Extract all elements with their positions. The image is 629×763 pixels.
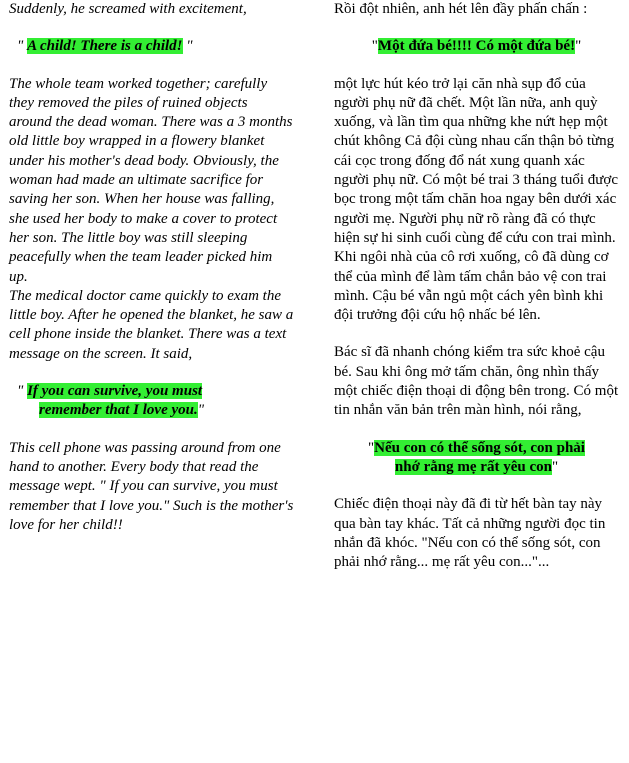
vietnamese-paragraph-ending: Chiếc điện thoại này đã đi từ hết bàn tay này qua bàn tay khác. Tất cả những người đọc tin nhắn đã khóc. "Nếu con có thể sống sót, con phải nhớ rằng... mẹ rất yêu con..."... [334,496,606,571]
english-paragraph-doctor: The medical doctor came quickly to exam the little boy. After he opened the blanket, he saw a cell phone inside the blanket. There was a text message on the screen. It said, [9,287,294,362]
vietnamese-intro: Rồi đột nhiên, anh hét lên đầy phấn chấn : [334,1,588,17]
vietnamese-shout [334,37,619,56]
english-shout [9,37,294,56]
english-message-line2-wrap [17,402,204,418]
vietnamese-paragraph-rescue: một lực hút kéo trở lại căn nhà sụp đổ của người phụ nữ đã chết. Một lần nữa, anh quỳ xuống, và lần tìm qua những khe nứt hẹp một chút không Cả đội cùng nhau cẩn thận bỏ từng cái cọc trong đống đổ nát xung quanh xác người phụ nữ. Có một bé trai 3 tháng tuổi được bọc trong một tấm chăn hoa ngay bên dưới xác người mẹ. Người phụ nữ rõ ràng đã có thực hiện sự hi sinh cuối cùng để cứu con trai mình. Khi ngôi nhà của cô rơi xuống, cô đã dùng cơ thể của mình để làm tấm chắn bảo vệ con trai mình. Cậu bé vẫn ngủ một cách yên bình khi đội trưởng đội cứu hộ nhấc bé lên. [334,75,618,324]
vietnamese-message-line1: Nếu con có thể sống sót, con phải [374,439,585,456]
english-shout-highlight: A child! There is a child! [27,38,183,55]
vietnamese-shout-close-quote: " [575,38,582,55]
vietnamese-shout-open-quote: " [371,38,378,55]
english-shout-close-quote: " [182,38,193,55]
english-message-line2: remember that I love you. [39,402,198,419]
english-intro: Suddenly, he screamed with excitement, [9,1,247,17]
english-message-open-quote: " [17,383,28,400]
vietnamese-message-line2: nhớ rằng mẹ rất yêu con [394,458,552,475]
english-column [9,0,294,535]
vietnamese-column [334,0,619,572]
vietnamese-paragraph-doctor: Bác sĩ đã nhanh chóng kiểm tra sức khoẻ cậu bé. Sau khi ông mở tấm chăn, ông nhìn thấy một chiếc điện thoại di động bên trong. Có một tin nhắn văn bản trên màn hình, nói rằng, [334,344,619,419]
vietnamese-message-open-quote: " [368,439,375,456]
english-message-line1: If you can survive, you must [27,383,203,400]
vietnamese-shout-highlight: Một đứa bé!!!! Có một đứa bé! [377,38,576,55]
english-shout-open-quote: " [17,38,28,55]
vietnamese-message-close-quote: " [551,458,559,475]
english-paragraph-ending: This cell phone was passing around from one hand to another. Every body that read the message wept. " If you can survive, you must remember that I love you." Such is the mother's love for her child!! [9,439,294,533]
vietnamese-message [334,439,619,478]
english-paragraph-rescue: The whole team worked together; carefully they removed the piles of ruined objects around the dead woman. There was a 3 months old little boy wrapped in a flowery blanket under his mother's dead body. Obviously, the woman had made an ultimate sacrifice for saving her son. When her house was falling, she used her body to make a cover to protect her son. The little boy was still sleeping peacefully when the team leader picked him up. [9,75,293,285]
english-message-close-quote: " [197,402,205,419]
english-message [9,382,294,421]
